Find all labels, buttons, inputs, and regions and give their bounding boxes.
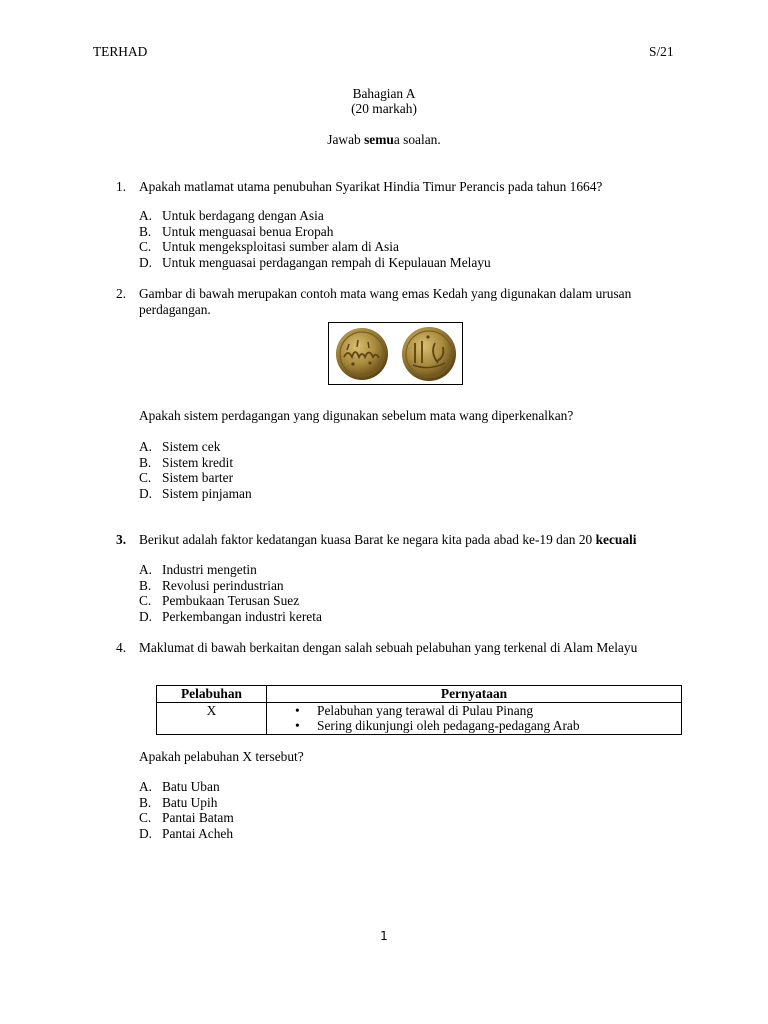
- option-letter: B.: [139, 577, 152, 593]
- bullet-icon: •: [295, 702, 300, 718]
- section-marks: (20 markah): [351, 101, 417, 116]
- option-letter: D.: [139, 485, 153, 501]
- option-text: Sistem kredit: [162, 454, 234, 470]
- option-d[interactable]: [139, 609, 322, 625]
- option-c[interactable]: [139, 239, 491, 255]
- option-text: Perkembangan industri kereta: [162, 608, 322, 624]
- question-4-options: [139, 779, 234, 841]
- option-text: Pantai Acheh: [162, 825, 234, 841]
- option-b[interactable]: [139, 578, 322, 594]
- instruction-text-end: a soalan.: [393, 132, 441, 147]
- question-2-text: Gambar di bawah merupakan contoh mata wang emas Kedah yang digunakan dalam urusan perdagangan.: [139, 286, 632, 317]
- table-cell-statements: [267, 702, 682, 734]
- option-text: Batu Uban: [162, 779, 220, 794]
- section-title: Bahagian A: [352, 86, 416, 101]
- option-letter: C.: [139, 810, 152, 825]
- option-text: Untuk berdagang dengan Asia: [162, 208, 324, 223]
- option-b[interactable]: [139, 795, 234, 811]
- statement-item: [271, 718, 677, 734]
- statement-text: Sering dikunjungi oleh pedagang-pedagang Arab: [317, 718, 580, 733]
- option-letter: A.: [139, 562, 153, 577]
- option-d[interactable]: [139, 255, 491, 271]
- question-3-text: [139, 532, 679, 548]
- option-text: Pembukaan Terusan Suez: [162, 593, 300, 608]
- question-3-number: 3.: [116, 532, 127, 547]
- option-letter: D.: [139, 254, 153, 270]
- option-letter: D.: [139, 825, 153, 841]
- question-3-options: [139, 562, 322, 624]
- header-classification: TERHAD: [93, 44, 148, 59]
- option-d[interactable]: [139, 826, 234, 842]
- question-4-text: Maklumat di bawah berkaitan dengan salah sebuah pelabuhan yang terkenal di Alam Melayu: [139, 640, 638, 655]
- coin-figure: [328, 322, 463, 385]
- option-text: Untuk menguasai benua Eropah: [162, 223, 334, 239]
- option-c[interactable]: [139, 593, 322, 609]
- table-header-port: Pelabuhan: [157, 686, 267, 703]
- option-text: Sistem barter: [162, 470, 234, 485]
- option-text: Industri mengetin: [162, 562, 257, 577]
- table-header-statement: Pernyataan: [267, 686, 682, 703]
- option-letter: B.: [139, 454, 152, 470]
- question-1-text: Apakah matlamat utama penubuhan Syarikat Hindia Timur Perancis pada tahun 1664?: [139, 179, 603, 194]
- option-letter: C.: [139, 470, 152, 485]
- question-2-options: [139, 439, 252, 501]
- option-text: Batu Upih: [162, 794, 218, 810]
- option-letter: C.: [139, 593, 152, 608]
- question-2-stem: Apakah sistem perdagangan yang digunakan sebelum mata wang diperkenalkan?: [139, 408, 574, 423]
- port-info-table: [156, 685, 682, 735]
- question-2-number: 2.: [116, 286, 127, 301]
- statement-text: Pelabuhan yang terawal di Pulau Pinang: [317, 702, 534, 718]
- question-4-number: 4.: [116, 640, 127, 655]
- kedah-gold-coins-image: [329, 323, 462, 384]
- option-b[interactable]: [139, 455, 252, 471]
- question-3-keyword: kecuali: [595, 532, 637, 547]
- table-cell-port: X: [157, 702, 267, 734]
- instruction-emphasis: semu: [364, 132, 394, 147]
- option-letter: A.: [139, 779, 153, 794]
- option-a[interactable]: [139, 779, 234, 795]
- question-3-text-main: Berikut adalah faktor kedatangan kuasa Barat ke negara kita pada abad ke-19 dan 20: [139, 532, 596, 547]
- table-header-row: [157, 686, 682, 703]
- option-text: Sistem cek: [162, 439, 221, 454]
- option-c[interactable]: [139, 810, 234, 826]
- option-text: Pantai Batam: [162, 810, 234, 825]
- instruction-text: Jawab: [327, 132, 365, 147]
- option-text: Sistem pinjaman: [162, 485, 252, 501]
- option-b[interactable]: [139, 224, 491, 240]
- option-d[interactable]: [139, 486, 252, 502]
- option-letter: B.: [139, 794, 152, 810]
- option-a[interactable]: [139, 208, 491, 224]
- question-4-stem: Apakah pelabuhan X tersebut?: [139, 749, 304, 764]
- section-instruction: [0, 132, 768, 147]
- option-c[interactable]: [139, 470, 252, 486]
- option-a[interactable]: [139, 562, 322, 578]
- option-letter: A.: [139, 208, 153, 223]
- table-row: [157, 702, 682, 734]
- option-letter: D.: [139, 608, 153, 624]
- option-text: Untuk menguasai perdagangan rempah di Kepulauan Melayu: [162, 254, 491, 270]
- option-letter: B.: [139, 223, 152, 239]
- question-1-options: [139, 208, 491, 270]
- option-text: Untuk mengeksploitasi sumber alam di Asia: [162, 239, 399, 254]
- option-letter: C.: [139, 239, 152, 254]
- option-text: Revolusi perindustrian: [162, 577, 284, 593]
- question-1-number: 1.: [116, 179, 127, 194]
- bullet-icon: •: [295, 718, 300, 733]
- coin-obverse: [336, 328, 388, 380]
- header-paper-code: S/21: [649, 44, 674, 59]
- option-a[interactable]: [139, 439, 252, 455]
- page-number: 1: [380, 929, 388, 943]
- statement-item: [271, 703, 677, 719]
- option-letter: A.: [139, 439, 153, 454]
- coin-reverse: [402, 327, 456, 381]
